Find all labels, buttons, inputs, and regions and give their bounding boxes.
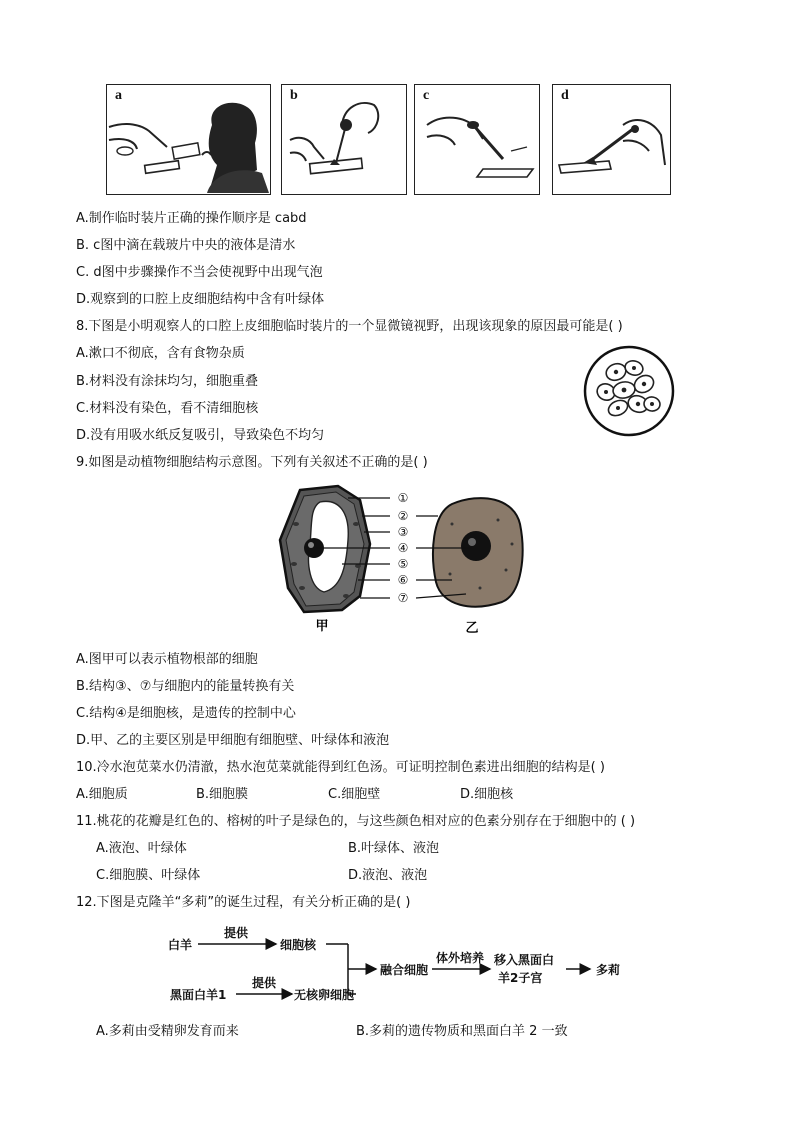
q12-stem: 12.下图是克隆羊“多莉”的诞生过程，有关分析正确的是( ) [76, 895, 411, 910]
clone-flow-diagram [160, 922, 640, 1014]
flow-dolly: 多莉 [596, 963, 621, 977]
q9-option-c: C.结构④是细胞核，是遗传的控制中心 [76, 706, 296, 721]
flow-nucleus: 细胞核 [280, 938, 317, 952]
q9-option-b: B.结构③、⑦与细胞内的能量转换有关 [76, 679, 295, 694]
flow-culture: 体外培养 [436, 951, 485, 965]
cell-num-7: ⑦ [397, 591, 409, 605]
flow-provide-2: 提供 [252, 976, 277, 990]
q7-option-d: D.观察到的口腔上皮细胞结构中含有叶绿体 [76, 292, 325, 307]
cell-num-5: ⑤ [397, 557, 409, 571]
cell-num-2: ② [397, 509, 409, 523]
flow-egg-cell: 无核卵细胞 [294, 988, 355, 1002]
q7-option-a: A.制作临时装片正确的操作顺序是 cabd [76, 211, 307, 226]
cell-num-3: ③ [397, 525, 409, 539]
q12-option-a: A.多莉由受精卵发育而来 [96, 1024, 239, 1039]
q10-stem: 10.冷水泡苋菜水仍清澈，热水泡苋菜就能得到红色汤。可证明控制色素进出细胞的结构是( ) [76, 760, 605, 775]
cell-num-6: ⑥ [397, 573, 409, 587]
q11-option-d: D.液泡、液泡 [348, 868, 428, 883]
q11-stem: 11.桃花的花瓣是红色的、榕树的叶子是绿色的，与这些颜色相对应的色素分别存在于细胞中的 ( ) [76, 814, 636, 829]
cell-num-1: ① [397, 491, 409, 505]
q11-option-a: A.液泡、叶绿体 [96, 841, 187, 856]
q8-option-d: D.没有用吸水纸反复吸引，导致染色不均匀 [76, 428, 325, 443]
q11-option-b: B.叶绿体、液泡 [348, 841, 440, 856]
q11-option-c: C.细胞膜、叶绿体 [96, 868, 201, 883]
cell-num-4: ④ [397, 541, 409, 555]
q10-option-c: C.细胞壁 [328, 787, 381, 802]
microscope-field-figure [582, 344, 676, 438]
cell-label-right: 乙 [465, 621, 479, 636]
q10-option-d: D.细胞核 [460, 787, 514, 802]
figure-panel-b [281, 84, 407, 195]
panel-label-c: c [423, 88, 430, 103]
flow-implant-1: 移入黑面白 [494, 953, 555, 967]
flow-provide-1: 提供 [224, 926, 249, 940]
q9-option-d: D.甲、乙的主要区别是甲细胞有细胞壁、叶绿体和液泡 [76, 733, 390, 748]
q8-option-b: B.材料没有涂抹均匀，细胞重叠 [76, 374, 259, 389]
q9-option-a: A.图甲可以表示植物根部的细胞 [76, 652, 258, 667]
q10-option-a: A.细胞质 [76, 787, 128, 802]
panel-a-illustration [107, 85, 270, 194]
q9-stem: 9.如图是动植物细胞结构示意图。下列有关叙述不正确的是( ) [76, 455, 428, 470]
cell-label-left: 甲 [315, 619, 329, 634]
q8-option-c: C.材料没有染色，看不清细胞核 [76, 401, 259, 416]
flow-white-sheep: 白羊 [168, 938, 193, 952]
q10-option-b: B.细胞膜 [196, 787, 249, 802]
panel-label-d: d [561, 88, 569, 103]
figure-panel-a [106, 84, 271, 195]
q12-option-b: B.多莉的遗传物质和黑面白羊 2 一致 [356, 1024, 568, 1039]
panel-d-illustration [553, 85, 670, 194]
flow-fused-cell: 融合细胞 [380, 963, 429, 977]
panel-label-a: a [115, 88, 122, 103]
flow-black-sheep-1: 黑面白羊1 [170, 988, 227, 1002]
cell-structure-figure [276, 484, 536, 636]
q7-option-c: C. d图中步骤操作不当会使视野中出现气泡 [76, 265, 323, 280]
panel-label-b: b [290, 88, 298, 103]
q8-stem: 8.下图是小明观察人的口腔上皮细胞临时装片的一个显微镜视野，出现该现象的原因最可能是( ) [76, 319, 623, 334]
figure-panel-c [414, 84, 540, 195]
q7-option-b: B. c图中滴在载玻片中央的液体是清水 [76, 238, 296, 253]
figure-panel-d [552, 84, 671, 195]
panel-b-illustration [282, 85, 406, 194]
q8-option-a: A.漱口不彻底，含有食物杂质 [76, 346, 245, 361]
panel-c-illustration [415, 85, 539, 194]
flow-implant-2: 羊2子宫 [498, 971, 543, 985]
